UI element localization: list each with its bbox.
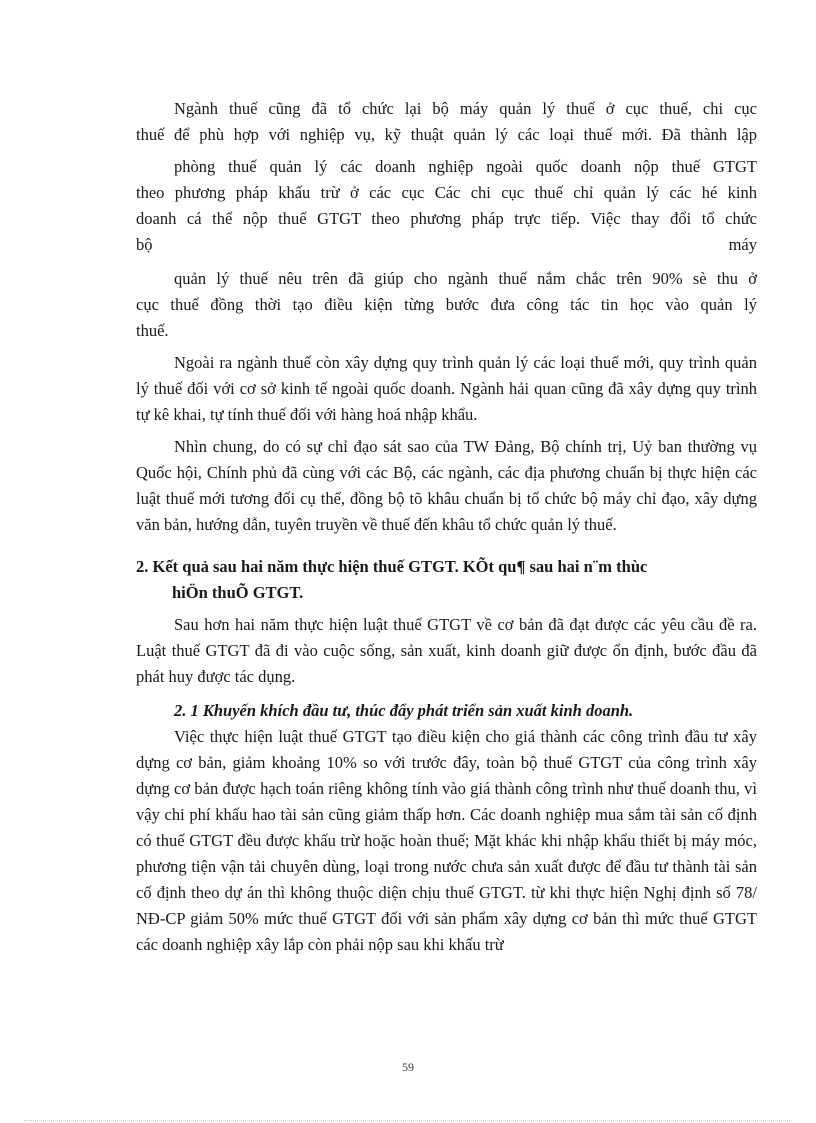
text-line: phòng thuế quản lý các doanh nghiệp ngoài quốc doanh nộp thuế GTGT bbox=[174, 157, 757, 176]
section-heading-continuation: hiÖn thuÕ GTGT. bbox=[172, 583, 304, 602]
paragraph-organization bbox=[136, 96, 757, 344]
paragraph-investment: Việc thực hiện luật thuế GTGT tạo điều kiện cho giá thành các công trình đầu tư xây dựng cơ bản, giảm khoảng 10% so với trước đây, toàn bộ thuế GTGT của công trình xây dựng cơ bản được hạch toán riêng không tính vào giá thành công trình như thuế doanh thu, vì vậy chi phí khấu hao tài sản cũng giảm thấp hơn. Các doanh nghiệp mua sắm tài sản cố định có thuế GTGT đều được khấu trừ hoặc hoàn thuế; Mặt khác khi nhập khẩu thiết bị máy móc, phương tiện vận tải chuyên dùng, loại trong nước chưa sản xuất được để đầu tư thành tài sản cố định theo dự án thì không thuộc diện chịu thuế GTGT. từ khi thực hiện Nghị định số 78/ NĐ-CP giảm 50% mức thuế GTGT đối với sản phẩm xây dựng cơ bản thì mức thuế GTGT các doanh nghiệp xây lắp còn phải nộp sau khi khấu trừ bbox=[136, 727, 757, 954]
subsection-heading: 2. 1 Khuyến khích đầu tư, thúc đẩy phát triển sản xuất kinh doanh. bbox=[174, 701, 634, 720]
text-line: thuế. bbox=[136, 321, 169, 340]
text-line: thuế để phù hợp với nghiệp vụ, kỹ thuật quản lý các loại thuế mới. Đã thành lập bbox=[136, 125, 757, 144]
text-line-split bbox=[136, 232, 757, 258]
text-line: doanh cá thể nộp thuế GTGT theo phương pháp trực tiếp. Việc thay đổi tổ chức bbox=[136, 209, 757, 228]
document-page bbox=[136, 96, 757, 958]
text-line: theo phương pháp khấu trừ ở các cục Các chi cục thuế chỉ quản lý các hé kinh bbox=[136, 183, 757, 202]
section-heading-main: 2. Kết quả sau hai năm thực hiện thuế GTGT. KÕt qu¶ sau hai n¨m thùc bbox=[136, 557, 648, 576]
paragraph-overview: Nhìn chung, do có sự chỉ đạo sát sao của TW Đảng, Bộ chính trị, Uỷ ban thường vụ Quốc hội, Chính phủ đã cùng với các Bộ, các ngành, các địa phương chuẩn bị thực hiện các luật thuế mới tương đối cụ thể, đồng bộ tõ khâu chuẩn bị tổ chức bộ máy chỉ đạo, xây dựng văn bản, hướng dẫn, tuyên truyền về thuế đến khâu tổ chức quản lý thuế. bbox=[136, 437, 757, 534]
section-heading bbox=[136, 554, 757, 606]
text-line: quản lý thuế nêu trên đã giúp cho ngành thuế nắm chắc trên 90% sè thu ở bbox=[174, 269, 757, 288]
text-word: máy bbox=[728, 235, 757, 254]
text-line: cục thuế đồng thời tạo điều kiện từng bước đưa công tác tin học vào quản lý bbox=[136, 295, 757, 314]
page-bottom-rule bbox=[24, 1120, 792, 1121]
page-number: 59 bbox=[402, 1060, 414, 1074]
paragraph-procedures: Ngoài ra ngành thuế còn xây dựng quy trình quản lý các loại thuế mới, quy trình quản lý thuế đối với cơ sở kinh tế ngoài quốc doanh. Ngành hải quan cũng đã xây dựng quy trình tự kê khai, tự tính thuế đối với hàng hoá nhập khẩu. bbox=[136, 353, 757, 424]
text-word: bộ bbox=[136, 235, 153, 254]
paragraph-results: Sau hơn hai năm thực hiện luật thuế GTGT về cơ bản đã đạt được các yêu cầu đề ra. Luật thuế GTGT đã đi vào cuộc sống, sản xuất, kinh doanh giữ được ổn định, bước đầu đã phát huy được tác dụng. bbox=[136, 615, 757, 686]
text-line: Ngành thuế cũng đã tổ chức lại bộ máy quản lý thuế ở cục thuế, chi cục bbox=[174, 99, 757, 118]
